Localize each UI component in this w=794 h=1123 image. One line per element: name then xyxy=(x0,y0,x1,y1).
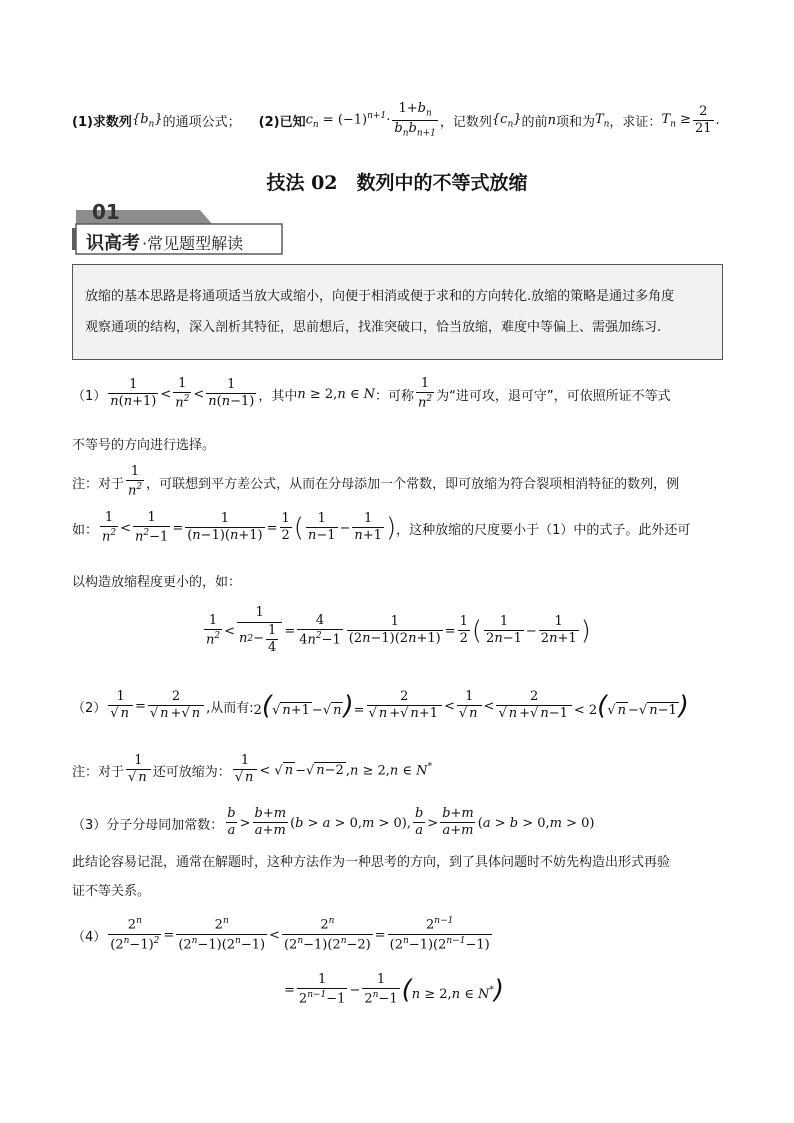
part2-label: (2)已知 xyxy=(258,115,306,131)
formula-bn-set: $\{b_n\}$ xyxy=(131,111,163,130)
formula-1-a: 1 n(n+1) xyxy=(110,376,157,410)
formula-n1-a: 1 $n^2$ xyxy=(128,463,143,499)
formula-tn: $T_n$ xyxy=(594,111,610,130)
formula-4-cont: = $\frac{1}{2^{n-1}-1}$ − $\frac{1}{2^n-1}$ (n ≥ 2,n ∈ N*) xyxy=(284,971,504,1007)
formula-4-g: (n ≥ 2,n ∈ N*) xyxy=(401,975,504,1005)
note-1-example-line: 如： 1 $n^2$ < $\frac{1}{n^2-1}$ = $\frac{1}{(n-1)(n+1)}$ = $\frac{1}{2}$ ( 1 n−1 − $\frac{1}{n+1}$ ) ，这种放缩的尺度要小于（1）中的式子。此外还可 xyxy=(72,509,691,545)
intro-line-2: 观察通项的结构，深入剖析其特征，思前想后，找准突破口，恰当放缩，难度中等偏上、需强加练习. xyxy=(85,320,662,335)
formula-3-f: (a > b > 0,m > 0) xyxy=(477,815,595,831)
note-1-b: ，可联想到平方差公式，从而在分母添加一个常数，即可放缩为符合裂项相消特征的数列，例 xyxy=(146,476,680,492)
item-1-text-a: ，其中 xyxy=(258,388,298,404)
formula-3-e: b+m a+m xyxy=(442,805,474,839)
item-1-label: （1） xyxy=(72,388,107,404)
formula-c1-f: 1 2n−1 xyxy=(486,613,522,647)
formula-2-d: $\frac{2}{√ n +√ n+1}$ xyxy=(367,690,442,722)
formula-4-a: $\frac{2^n}{(2^n-1)^2}$ xyxy=(110,916,160,952)
part2-mid2: 的前 xyxy=(521,115,548,131)
formula-2-g: < 2(√ n −√ n−1) xyxy=(573,691,689,721)
formula-cn-set: $\{c_n\}$ xyxy=(491,111,522,130)
formula-cn-frac: $1+b_n$ $b_nb_{n+1}$ xyxy=(394,101,436,140)
section-badge xyxy=(72,202,292,258)
formula-n1-d: $\frac{1}{(n-1)(n+1)}$ xyxy=(187,510,263,544)
formula-n2-c: < √ n −√ n−2 ,n ≥ 2,n ∈ N* xyxy=(259,761,433,779)
formula-3-d: b a xyxy=(414,805,424,839)
note-1-e: 以构造放缩程度更小的，如： xyxy=(72,575,242,590)
item-4-line: （4） $\frac{2^n}{(2^n-1)^2}$ = $\frac{2^n}{(2^n-1)(2^n-1)}$ < $\frac{2^n}{(2^n-1)(2^n-2)}$ = $\frac{2^{n-1}}{(2^n-1)(2^{n-1}-1)}$ xyxy=(72,916,490,952)
note-1-c: 如： xyxy=(72,522,99,538)
part2-mid3: 项和为 xyxy=(555,115,595,131)
formula-4-b: $\frac{2^n}{(2^n-1)(2^n-1)}$ xyxy=(178,916,266,952)
formula-n1-e: $\frac{1}{2}$ xyxy=(281,510,290,544)
formula-cn-def: $c_n = (-1)^{n+1}\cdot$ xyxy=(305,111,391,131)
formula-3-b: b+m a+m xyxy=(254,805,287,839)
note-1-d: ，这种放缩的尺度要小于（1）中的式子。此外还可 xyxy=(396,522,691,538)
formula-c1-a: 1 $n^2$ xyxy=(206,612,221,648)
badge-number: 01 xyxy=(92,200,120,224)
item-4-label: （4） xyxy=(72,929,107,945)
formula-4-c: $\frac{2^n}{(2^n-1)(2^n-2)}$ xyxy=(283,916,371,952)
formula-c1-g: $\frac{1}{2n+1}$ xyxy=(540,613,577,647)
item-3-line-2: 此结论容易记混，通常在解题时，这种方法作为一种思考的方向，到了具体问题时不妨先构造出形式再验 xyxy=(72,855,671,870)
formula-c1-d: $\frac{1}{(2n-1)(2n+1)}$ xyxy=(348,613,441,647)
item-2-line: （2） $\frac{1}{√ n}$ = $\frac{2}{√ n +√ n}$ ,从而有: 2(√ n+1 −√ n)= $\frac{2}{√ n +√ n+1}$ < 1 √ n < 2 √ n +√ n−1 < 2(√ n −√ n−1) xyxy=(72,688,689,722)
formula-2-c: 2(√ n+1 −√ n)= xyxy=(253,691,365,721)
intro-box xyxy=(72,264,723,360)
formula-1-c: 1 n(n−1) xyxy=(208,376,255,410)
badge-label-main: 识高考 xyxy=(86,233,140,254)
formula-3-a: b a xyxy=(227,805,236,839)
formula-2-b: $\frac{2}{√ n +√ n}$ xyxy=(148,690,204,722)
intro-line-1: 放缩的基本思路是将通项适当放大或缩小，向便于相消或便于求和的方向转化.放缩的策略是通过多角度 xyxy=(85,289,675,304)
formula-n: n xyxy=(547,113,556,129)
formula-n2-b: 1 √ n xyxy=(233,754,258,786)
note-2-a: 注：对于 xyxy=(72,764,125,780)
note-1-a: 注：对于 xyxy=(72,476,125,492)
formula-n1-c: $\frac{1}{n^2-1}$ xyxy=(135,509,169,545)
formula-4-e: $\frac{1}{2^{n-1}-1}$ xyxy=(298,971,346,1007)
part1-label: (1)求数列 xyxy=(72,115,132,131)
item-3-line: （3）分子分母同加常数： b a > b+m a+m (b > a > 0,m > 0), b a > b+m a+m (a > b > 0,m > 0) xyxy=(72,805,595,839)
formula-4-d: $\frac{2^{n-1}}{(2^n-1)(2^{n-1}-1)}$ xyxy=(389,916,490,952)
badge-label-sub: ·常见题型解读 xyxy=(142,234,244,253)
note-2-line xyxy=(72,750,432,790)
formula-2-e: 1 √ n xyxy=(457,690,482,722)
formula-tn-ineq: $T_n$ ≥ xyxy=(661,111,691,130)
formula-n1-f: 1 n−1 xyxy=(307,510,336,544)
formula-c1-b: 1 n 2 − $\frac{1}{4}$ xyxy=(237,606,282,656)
formula-2-21: $\frac{2}{21}$ xyxy=(694,103,712,136)
item-3-label: （3）分子分母同加常数： xyxy=(72,817,224,833)
formula-n1-b: 1 $n^2$ xyxy=(102,509,117,545)
top-question-line: (1)求数列 $\{b_n\}$ 的通项公式； (2)已知 $c_n = (-1)^{n+1}\cdot$ $1+b_n$ $b_nb_{n+1}$ ，记数列 $\{c_n\}$ 的前 n 项和为 $T_n$ ，求证： $T_n$ ≥ $\frac{2}{21}$ . xyxy=(72,101,720,140)
formula-4-f: $\frac{1}{2^n-1}$ xyxy=(364,971,398,1007)
item-1-text-b: ：可称 xyxy=(374,388,414,404)
item-2-label: （2） xyxy=(72,700,107,716)
formula-2-f: 2 √ n +√ n−1 xyxy=(496,690,571,722)
formula-center-1: 1 $n^2$ < 1 n 2 − $\frac{1}{4}$ = $\frac{4}{4n^2-1}$ $\frac{1}{(2n-1)(2n+1)}$ = $\frac{1}{2}$ ( 1 2n−1 − $\frac{1}{2n+1}$ ) xyxy=(206,605,591,655)
part1-tail: 的通项公式； xyxy=(162,115,241,131)
item-1-line-2: 不等号的方向进行选择。 xyxy=(72,438,216,453)
item-1-text-c: 为“进可攻，退可守”，可依照所证不等式 xyxy=(436,388,671,404)
part2-end: ，求证： xyxy=(609,115,662,131)
formula-1-cond: n ≥ 2,n ∈ N xyxy=(297,386,375,402)
formula-n2-a: 1 √ n xyxy=(126,754,151,786)
formula-3-c: (b > a > 0,m > 0), xyxy=(290,815,411,831)
formula-1-d: 1 $n^2$ xyxy=(418,375,433,411)
item-1-line: （1） 1 n(n+1) < 1 $n^2$ < 1 n(n−1) ，其中 n ≥ 2,n ∈ N ：可称 1 $n^2$ 为“进可攻，退可守”，可依照所证不等式 xyxy=(72,375,671,411)
note-2-b: 还可放缩为： xyxy=(152,764,231,780)
formula-n1-g: $\frac{1}{n+1}$ xyxy=(354,510,382,544)
note-1-line xyxy=(72,462,679,502)
formula-c1-e: $\frac{1}{2}$ xyxy=(459,613,468,647)
section-title: 技法 02 数列中的不等式放缩 xyxy=(266,172,528,194)
formula-c1-c: $\frac{4}{4n^2-1}$ xyxy=(299,612,341,648)
item-2-mid: ,从而有: xyxy=(206,700,254,716)
item-3-line-3: 证不等关系。 xyxy=(72,884,151,899)
part2-mid: ，记数列 xyxy=(439,115,492,131)
formula-1-b: 1 $n^2$ xyxy=(175,375,190,411)
formula-2-a: $\frac{1}{√ n}$ xyxy=(108,690,133,722)
